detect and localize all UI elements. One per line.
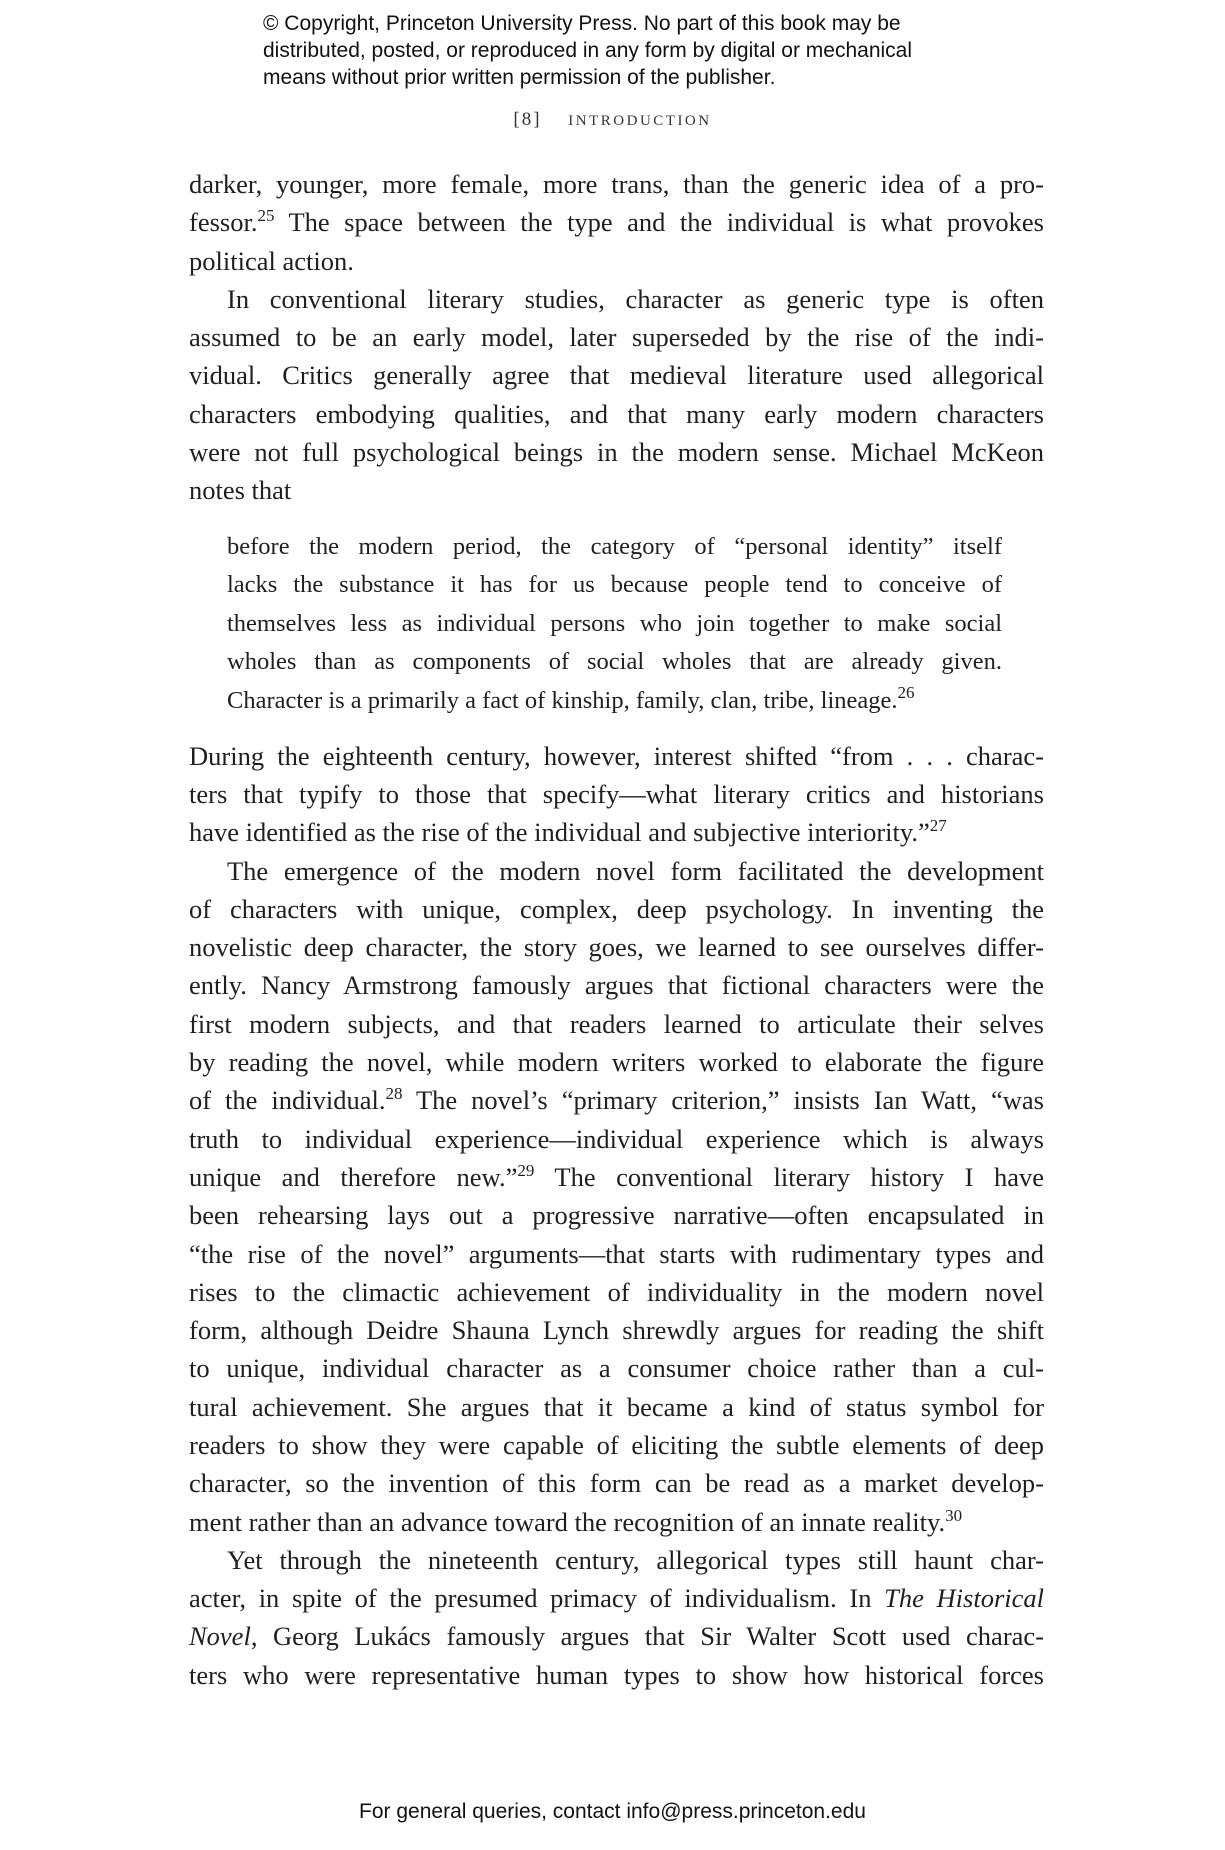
text-line: political action.	[189, 245, 354, 276]
copyright-line: © Copyright, Princeton University Press. No part of this book may be	[263, 12, 901, 35]
text-line: tural achievement. She argues that it became a kind of status symbol for	[189, 1391, 1044, 1422]
block-quote	[227, 528, 1002, 721]
paragraph	[189, 852, 1044, 1541]
text-line: fessor.$^{25}$ The space between the type and the individual is what provokes	[189, 206, 1044, 238]
text-line: ters who were representative human types to show how historical forces	[189, 1659, 1044, 1690]
text-line: unique and therefore new.”$^{29}$ The conventional literary history I have	[189, 1160, 1045, 1192]
text-line: rises to the climactic achievement of individuality in the modern novel	[189, 1276, 1044, 1307]
book-title: Novel	[189, 1621, 251, 1652]
body-text	[189, 165, 1044, 1694]
text-line: characters embodying qualities, and that many early modern characters	[189, 398, 1044, 429]
paragraph	[189, 1541, 1044, 1694]
quote-line: lacks the substance it has for us because people tend to conceive of	[227, 571, 1002, 599]
footnote-marker: 25	[257, 206, 275, 226]
text-line: “the rise of the novel” arguments—that starts with rudimentary types and	[189, 1238, 1044, 1269]
text-line: ment rather than an advance toward the recognition of an innate reality.$^{30}$	[189, 1505, 963, 1537]
copyright-line: means without prior written permission of the publisher.	[263, 66, 776, 89]
text-line: readers to show they were capable of eliciting the subtle elements of deep	[189, 1429, 1044, 1460]
text-line: were not full psychological beings in the modern sense. Michael McKeon	[189, 437, 1044, 468]
text-line: Yet through the nineteenth century, allegorical types still haunt char-	[227, 1544, 1044, 1575]
text-line: of the individual.$^{28}$ The novel’s “primary criterion,” insists Ian Watt, “was	[189, 1084, 1044, 1116]
text-line: During the eighteenth century, however, interest shifted “from . . . charac-	[189, 740, 1044, 771]
footnote-marker: 29	[517, 1160, 535, 1180]
text-line: of characters with unique, complex, deep psychology. In inventing the	[189, 893, 1044, 924]
text-line: vidual. Critics generally agree that medieval literature used allegorical	[189, 360, 1044, 391]
book-title: The Historical	[884, 1583, 1045, 1614]
text-line: by reading the novel, while modern writers worked to elaborate the figure	[189, 1047, 1044, 1078]
text-line: In conventional literary studies, character as generic type is often	[227, 283, 1044, 314]
text-line: assumed to be an early model, later superseded by the rise of the indi-	[189, 322, 1044, 353]
paragraph	[189, 737, 1044, 852]
quote-line: wholes than as components of social wholes that are already given.	[227, 648, 1002, 676]
quote-line: Character is a primarily a fact of kinship, family, clan, tribe, lineage.$^{26}$	[227, 683, 915, 715]
copyright-line: distributed, posted, or reproduced in any form by digital or mechanical	[263, 39, 913, 62]
text-line: form, although Deidre Shauna Lynch shrewdly argues for reading the shift	[189, 1315, 1044, 1346]
paragraph	[189, 165, 1044, 280]
text-line: notes that	[189, 475, 292, 506]
text-line: been rehearsing lays out a progressive narrative—often encapsulated in	[189, 1200, 1044, 1231]
text-line: ently. Nancy Armstrong famously argues that fictional characters were the	[189, 970, 1044, 1001]
text-line: ters that typify to those that specify—what literary critics and historians	[189, 778, 1044, 809]
text-line: to unique, individual character as a consumer choice rather than a cul-	[189, 1353, 1044, 1384]
page-number: [8]	[513, 109, 542, 130]
copyright-notice	[263, 10, 1023, 91]
footnote-marker: 26	[897, 683, 915, 703]
footer-contact: For general queries, contact info@press.princeton.edu	[359, 1800, 866, 1823]
running-head	[0, 106, 1225, 131]
text-line: truth to individual experience—individual experience which is always	[189, 1123, 1044, 1154]
section-title: introduction	[568, 106, 712, 130]
text-line: novelistic deep character, the story goes, we learned to see ourselves differ-	[189, 932, 1044, 963]
text-line: Novel, Georg Lukács famously argues that Sir Walter Scott used charac-	[189, 1621, 1044, 1652]
text-line: acter, in spite of the presumed primacy of individualism. In The Historical	[189, 1583, 1045, 1614]
quote-line: before the modern period, the category of “personal identity” itself	[227, 532, 1002, 560]
footnote-marker: 30	[945, 1505, 963, 1525]
text-line: first modern subjects, and that readers learned to articulate their selves	[189, 1008, 1044, 1039]
text-line: character, so the invention of this form can be read as a market develop-	[189, 1468, 1044, 1499]
text-line: The emergence of the modern novel form facilitated the development	[227, 855, 1044, 886]
quote-line: themselves less as individual persons who join together to make social	[227, 609, 1002, 637]
text-line: darker, younger, more female, more trans, than the generic idea of a pro-	[189, 169, 1044, 199]
text-line: have identified as the rise of the individual and subjective interiority.”$^{27}$	[189, 816, 947, 848]
paragraph	[189, 280, 1044, 510]
footnote-marker: 28	[385, 1084, 403, 1104]
footnote-marker: 27	[929, 816, 947, 836]
